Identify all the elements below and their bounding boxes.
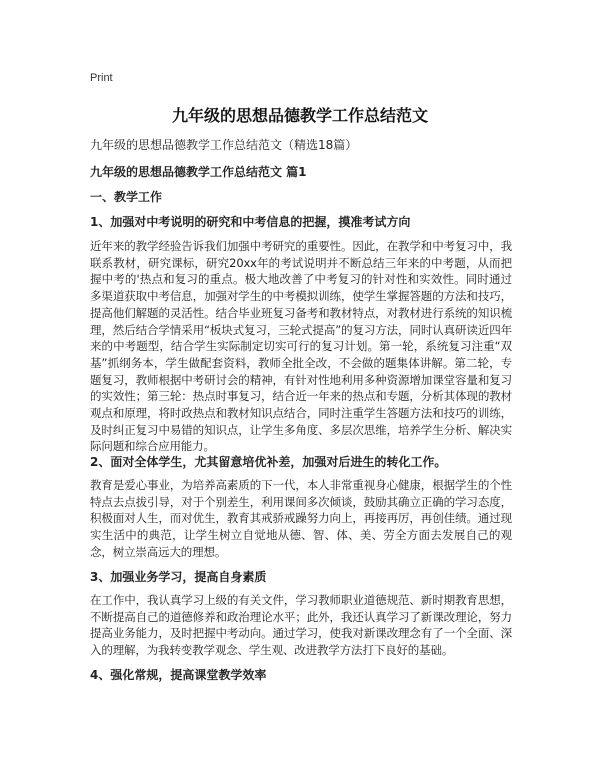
subsection-heading-2: 2、面对全体学生，尤其留意培优补差，加强对后进生的转化工作。: [90, 455, 447, 469]
subsection-body-1: 近年来的教学经验告诉我们加强中考研究的重要性。因此，在教学和中考复习中，我联系教材，研究课标，研究20xx年的考试说明并不断总结三年来的中考题，从而把握中考的'热点和复习的重点。极大地改善了中考复习的针对性和实效性。同时通过多渠道获取中考信息，加强对学生的中考模拟训练，使学生掌握答题的方法和技巧，提高他们解题的灵活性。结合毕业班复习备考和教材特点，对教材进行系统的知识梳理，然后结合学情采用“板块式复习，三轮式提高”的复习方法，同时认真研读近四年来的中考题型，结合学生实际制定切实可行的复习计划。第一轮，系统复习注重“双基”抓纲务本，学生做配套资料，教师全批全改，不会做的题集体讲解。第二轮，专题复习，教师根据中考研讨会的精神，有针对性地利用多种资源增加课堂容量和复习的实效性；第三轮：热点时事复习，结合近一年来的热点和专题，分析其体现的教材观点和原理，将时政热点和教材知识点结合，同时注重学生答题方法和技巧的训练，及时纠正复习中易错的知识点，让学生多角度、多层次思维，培养学生分析、解决实际问题和综合应用能力。: [90, 239, 512, 454]
document-title: 九年级的思想品德教学工作总结范文: [171, 106, 428, 125]
section-heading: 一、教学工作: [90, 190, 163, 204]
subsection-heading-1: 1、加强对中考说明的研究和中考信息的把握，摸准考试方向: [90, 215, 411, 229]
article-heading: 九年级的思想品德教学工作总结范文 篇1: [90, 165, 307, 179]
subsection-body-2: 教育是爱心事业，为培养高素质的下一代，本人非常重视身心健康，根据学生的个性特点去点拔引导，对于个别差生，利用课间多次倾谈，鼓励其确立正确的学习态度，积极面对人生，而对优生，教育其戒骄戒躁努力向上，再接再厉，再创佳绩。通过现实生活中的典范，让学生树立自觉地从德、智、体、美、劳全方面去发展自己的观念，树立崇高远大的理想。: [90, 478, 512, 559]
print-label[interactable]: Print: [90, 72, 113, 84]
subsection-body-3: 在工作中，我认真学习上级的有关文件，学习教师职业道德规范、新时期教育思想，不断提高自己的道德修养和政治理论水平；此外，我还认真学习了新课改理论，努力提高业务能力，及时把握中考动向。通过学习，使我对新课改理念有了一个全面、深入的理解，为我转变教学观念、学生观、改进教学方法打下良好的基础。: [90, 593, 512, 658]
document-subtitle: 九年级的思想品德教学工作总结范文（精选18篇）: [90, 138, 358, 152]
subsection-heading-4: 4、强化常规，提高课堂教学效率: [90, 668, 267, 682]
subsection-heading-3: 3、加强业务学习，提高自身素质: [90, 570, 267, 584]
